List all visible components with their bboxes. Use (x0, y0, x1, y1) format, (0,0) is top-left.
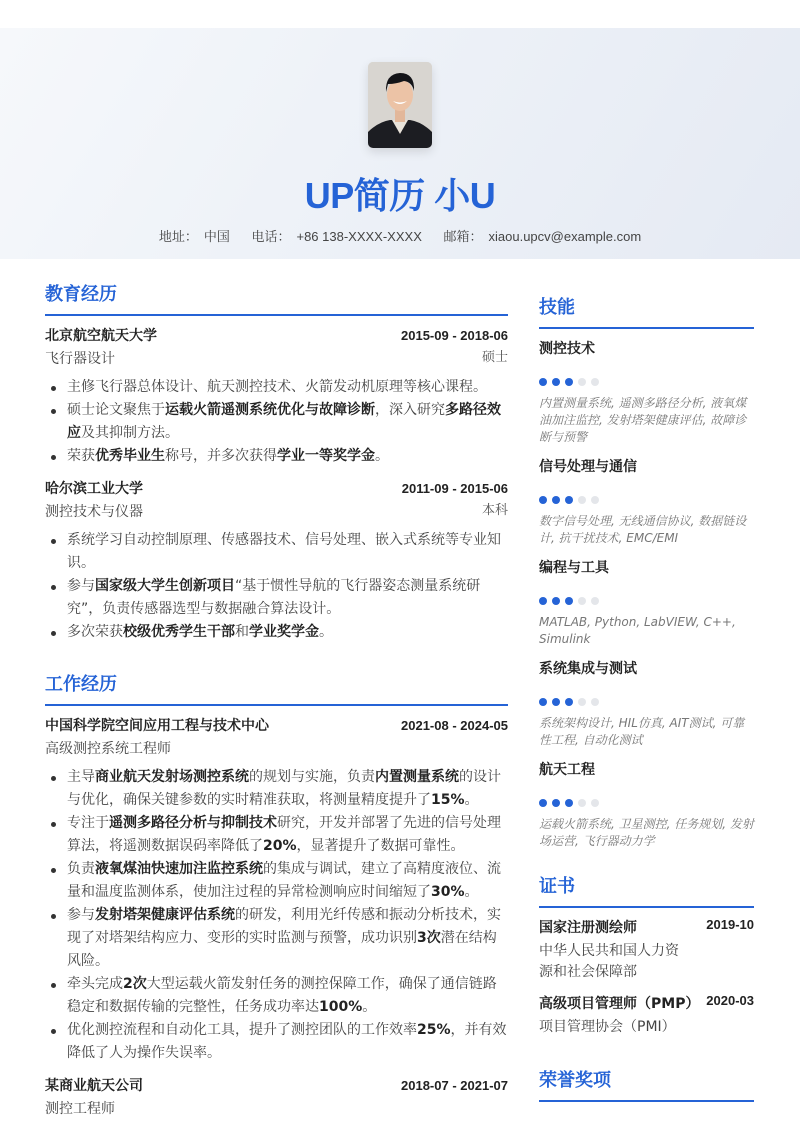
rating-dot-empty-icon (591, 597, 599, 605)
entry-subheader (45, 1098, 508, 1118)
bullet-text: 。 (464, 792, 479, 808)
rating-dot-filled-icon (565, 496, 573, 504)
bullet-list (45, 376, 508, 468)
work-list (45, 715, 508, 1118)
education-entry (45, 325, 508, 468)
section-title: 工作经历 (45, 670, 508, 706)
company-name: 中国科学院空间应用工程与技术中心 (45, 718, 269, 734)
skills-list (539, 338, 754, 850)
bullet-item (45, 1019, 508, 1065)
highlight-text: 商业航天发射场测控系统 (95, 769, 249, 785)
job-title: 高级测控系统工程师 (45, 741, 171, 757)
skill-item (539, 456, 754, 547)
education-entry (45, 478, 508, 644)
rating-dot-empty-icon (578, 799, 586, 807)
work-entry (45, 1075, 508, 1118)
skill-keywords: MATLAB, Python, LabVIEW, C++, Simulink (539, 615, 736, 646)
bullet-item (45, 575, 508, 621)
bullet-text: 优化测控流程和自动化工具，提升了测控团队的工作效率 (67, 1022, 417, 1038)
skill-keywords: 内置测量系统, 遥测多路径分析, 液氧煤油加注监控, 发射塔架健康评估, 故障诊断与预警 (539, 396, 747, 444)
main-column (45, 280, 508, 1128)
bullet-text: 大型运载火箭发射任务的测控保障工作，确保了通信链路稳定和数据传输的完整性，任务成功率达 (67, 976, 497, 1015)
entry-header (45, 478, 508, 498)
section-title: 荣誉奖项 (539, 1066, 754, 1102)
certificate-name: 国家注册测绘师 (539, 920, 637, 936)
skills-section (539, 293, 754, 850)
rating-dot-filled-icon (552, 799, 560, 807)
rating-dot-empty-icon (591, 496, 599, 504)
work-section (45, 670, 508, 1118)
skill-level-rating (539, 496, 754, 504)
rating-dot-filled-icon (565, 799, 573, 807)
company-name: 某商业航天公司 (45, 1078, 143, 1094)
bullet-item (45, 445, 508, 468)
rating-dot-empty-icon (591, 698, 599, 706)
bullet-text: 的研发，利用光纤传感和振动分析技术，实现了对塔架结构应力、变形的实时监测与预警，成功识别 (67, 907, 501, 946)
person-portrait-icon (368, 62, 432, 148)
rating-dot-empty-icon (578, 597, 586, 605)
resume-header (0, 28, 800, 259)
bullet-list (45, 766, 508, 1065)
skill-level-rating (539, 597, 754, 605)
highlight-text: 学业一等奖学金 (277, 448, 375, 464)
entry-header (45, 715, 508, 735)
skill-item (539, 658, 754, 749)
skill-level-rating (539, 378, 754, 386)
skill-keywords: 数字信号处理, 无线通信协议, 数据链设计, 抗干扰技术, EMC/EMI (539, 514, 747, 545)
rating-dot-filled-icon (565, 698, 573, 706)
certificate-item (539, 993, 754, 1038)
highlight-text: 国家级大学生创新项目 (95, 578, 235, 594)
education-list (45, 325, 508, 644)
rating-dot-filled-icon (565, 597, 573, 605)
contact-value[interactable]: xiaou.upcv@example.com (488, 229, 642, 244)
rating-dot-filled-icon (552, 378, 560, 386)
rating-dot-filled-icon (552, 597, 560, 605)
highlight-text: 发射塔架健康评估系统 (95, 907, 235, 923)
bullet-item (45, 529, 508, 575)
section-title: 技能 (539, 293, 754, 329)
certificates-section (539, 872, 754, 1038)
skill-level-rating (539, 799, 754, 807)
bullet-text: 。 (464, 884, 479, 900)
entry-subheader (45, 501, 508, 521)
bullet-text: 硕士论文聚焦于 (67, 402, 165, 418)
skill-name: 信号处理与通信 (539, 459, 637, 475)
bullet-text: 称号，并多次获得 (165, 448, 277, 464)
rating-dot-filled-icon (552, 496, 560, 504)
bullet-item (45, 973, 508, 1019)
bullet-text: 及其抑制方法。 (81, 425, 179, 441)
bullet-text: “基于惯性导航的飞行器姿态测量系统研究”，负责传感器选型与数据融合算法设计。 (67, 578, 481, 617)
rating-dot-filled-icon (565, 378, 573, 386)
skill-keywords: 运载火箭系统, 卫星测控, 任务规划, 发射场运营, 飞行器动力学 (539, 817, 754, 848)
contact-label: 地址： (158, 229, 198, 244)
highlight-text: 100% (319, 999, 363, 1015)
bullet-item (45, 399, 508, 445)
highlight-text: 3次 (417, 930, 441, 946)
bullet-item (45, 904, 508, 973)
highlight-text: 优秀毕业生 (95, 448, 165, 464)
bullet-item (45, 858, 508, 904)
date-range: 2021-08 - 2024-05 (401, 718, 508, 733)
bullet-text: 负责 (67, 861, 95, 877)
highlight-text: 遥测多路径分析与抑制技术 (109, 815, 277, 831)
contact-info (0, 226, 800, 245)
bullet-text: 研究，开发并部署了先进的信号处理算法，将遥测数据误码率降低了 (67, 815, 501, 854)
bullet-text: 。 (362, 999, 377, 1015)
certificate-header (539, 993, 754, 1013)
school-name: 哈尔滨工业大学 (45, 481, 143, 497)
entry-subheader (45, 348, 508, 368)
school-name: 北京航空航天大学 (45, 328, 157, 344)
major: 飞行器设计 (45, 351, 115, 367)
skill-keywords: 系统架构设计, HIL仿真, AIT测试, 可靠性工程, 自动化测试 (539, 716, 745, 747)
skill-name: 航天工程 (539, 762, 595, 778)
bullet-text: 参与 (67, 907, 95, 923)
date-range: 2015-09 - 2018-06 (401, 328, 508, 343)
date-range: 2018-07 - 2021-07 (401, 1078, 508, 1093)
rating-dot-filled-icon (539, 698, 547, 706)
bullet-item (45, 376, 508, 399)
certificate-item (539, 917, 754, 983)
bullet-item (45, 812, 508, 858)
section-title: 证书 (539, 872, 754, 908)
highlight-text: 内置测量系统 (375, 769, 459, 785)
degree: 本科 (481, 503, 508, 518)
highlight-text: 20% (263, 838, 297, 854)
bullet-text: 系统学习自动控制原理、传感器技术、信号处理、嵌入式系统等专业知识。 (67, 532, 501, 571)
entry-header (45, 325, 508, 345)
highlight-text: 2次 (123, 976, 147, 992)
bullet-text: 荣获 (67, 448, 95, 464)
bullet-text: 。 (319, 624, 333, 640)
bullet-list (45, 529, 508, 644)
highlight-text: 液氧煤油快速加注监控系统 (95, 861, 263, 877)
bullet-text: 潜在结构风险。 (67, 930, 497, 969)
certificates-list (539, 917, 754, 1038)
bullet-text: 的规划与实施，负责 (249, 769, 375, 785)
bullet-text: 牵头完成 (67, 976, 123, 992)
rating-dot-filled-icon (539, 799, 547, 807)
major: 测控技术与仪器 (45, 504, 143, 520)
contact-address (159, 229, 230, 244)
highlight-text: 30% (431, 884, 465, 900)
bullet-text: 专注于 (67, 815, 109, 831)
work-entry (45, 715, 508, 1065)
rating-dot-filled-icon (552, 698, 560, 706)
bullet-item (45, 621, 508, 644)
highlight-text: 25% (417, 1022, 451, 1038)
highlight-text: 运载火箭遥测系统优化与故障诊断 (165, 402, 375, 418)
sidebar-column (539, 293, 754, 1111)
bullet-item (45, 766, 508, 812)
date-range: 2011-09 - 2015-06 (401, 481, 508, 496)
contact-label: 邮箱： (443, 229, 483, 244)
highlight-text: 学业奖学金 (249, 624, 319, 640)
bullet-text: ，显著提升了数据可靠性。 (296, 838, 465, 854)
bullet-text: 主导 (67, 769, 95, 785)
bullet-text: 主修飞行器总体设计、航天测控技术、火箭发动机原理等核心课程。 (67, 379, 487, 395)
certificate-issuer: 中华人民共和国人力资源和社会保障部 (539, 943, 679, 980)
bullet-text: ，深入研究 (375, 402, 445, 418)
bullet-text: 参与 (67, 578, 95, 594)
contact-label: 电话： (251, 229, 291, 244)
contact-email[interactable] (444, 229, 642, 244)
certificate-issuer: 项目管理协会（PMI） (539, 1019, 676, 1035)
contact-phone (251, 229, 421, 244)
bullet-text: 多次荣获 (67, 624, 123, 640)
rating-dot-empty-icon (578, 378, 586, 386)
degree: 硕士 (481, 350, 508, 365)
rating-dot-filled-icon (539, 496, 547, 504)
job-title: 测控工程师 (45, 1101, 115, 1117)
section-title: 教育经历 (45, 280, 508, 316)
skill-item (539, 557, 754, 648)
bullet-text: 的设计与优化，确保关键参数的实时精准获取，将测量精度提升了 (67, 769, 501, 808)
highlight-text: 多路径效应 (67, 402, 501, 441)
rating-dot-filled-icon (539, 378, 547, 386)
skill-name: 系统集成与测试 (539, 661, 637, 677)
certificate-header (539, 917, 754, 937)
entry-header (45, 1075, 508, 1095)
skill-item (539, 338, 754, 446)
contact-value: +86 138-XXXX-XXXX (296, 229, 422, 244)
bullet-text: 的集成与调试，建立了高精度液位、流量和温度监测体系，使加注过程的异常检测响应时间缩短了 (67, 861, 501, 900)
rating-dot-empty-icon (591, 799, 599, 807)
entry-subheader (45, 738, 508, 758)
skill-name: 编程与工具 (539, 560, 609, 576)
candidate-name: UP简历 小U (304, 175, 496, 216)
skill-name: 测控技术 (539, 341, 595, 357)
bullet-text: ，并有效降低了人为操作失误率。 (67, 1022, 507, 1061)
profile-photo (368, 62, 432, 148)
education-section (45, 280, 508, 644)
certificate-name: 高级项目管理师（PMP） (539, 996, 700, 1012)
rating-dot-filled-icon (539, 597, 547, 605)
bullet-text: 。 (375, 448, 389, 464)
rating-dot-empty-icon (591, 378, 599, 386)
skill-item (539, 759, 754, 850)
highlight-text: 校级优秀学生干部 (123, 624, 235, 640)
contact-value: 中国 (203, 229, 230, 244)
rating-dot-empty-icon (578, 698, 586, 706)
certificate-date: 2020-03 (706, 993, 754, 1008)
honors-section (539, 1066, 754, 1102)
bullet-text: 和 (235, 624, 249, 640)
skill-level-rating (539, 698, 754, 706)
highlight-text: 15% (431, 792, 465, 808)
rating-dot-empty-icon (578, 496, 586, 504)
certificate-date: 2019-10 (706, 917, 754, 932)
